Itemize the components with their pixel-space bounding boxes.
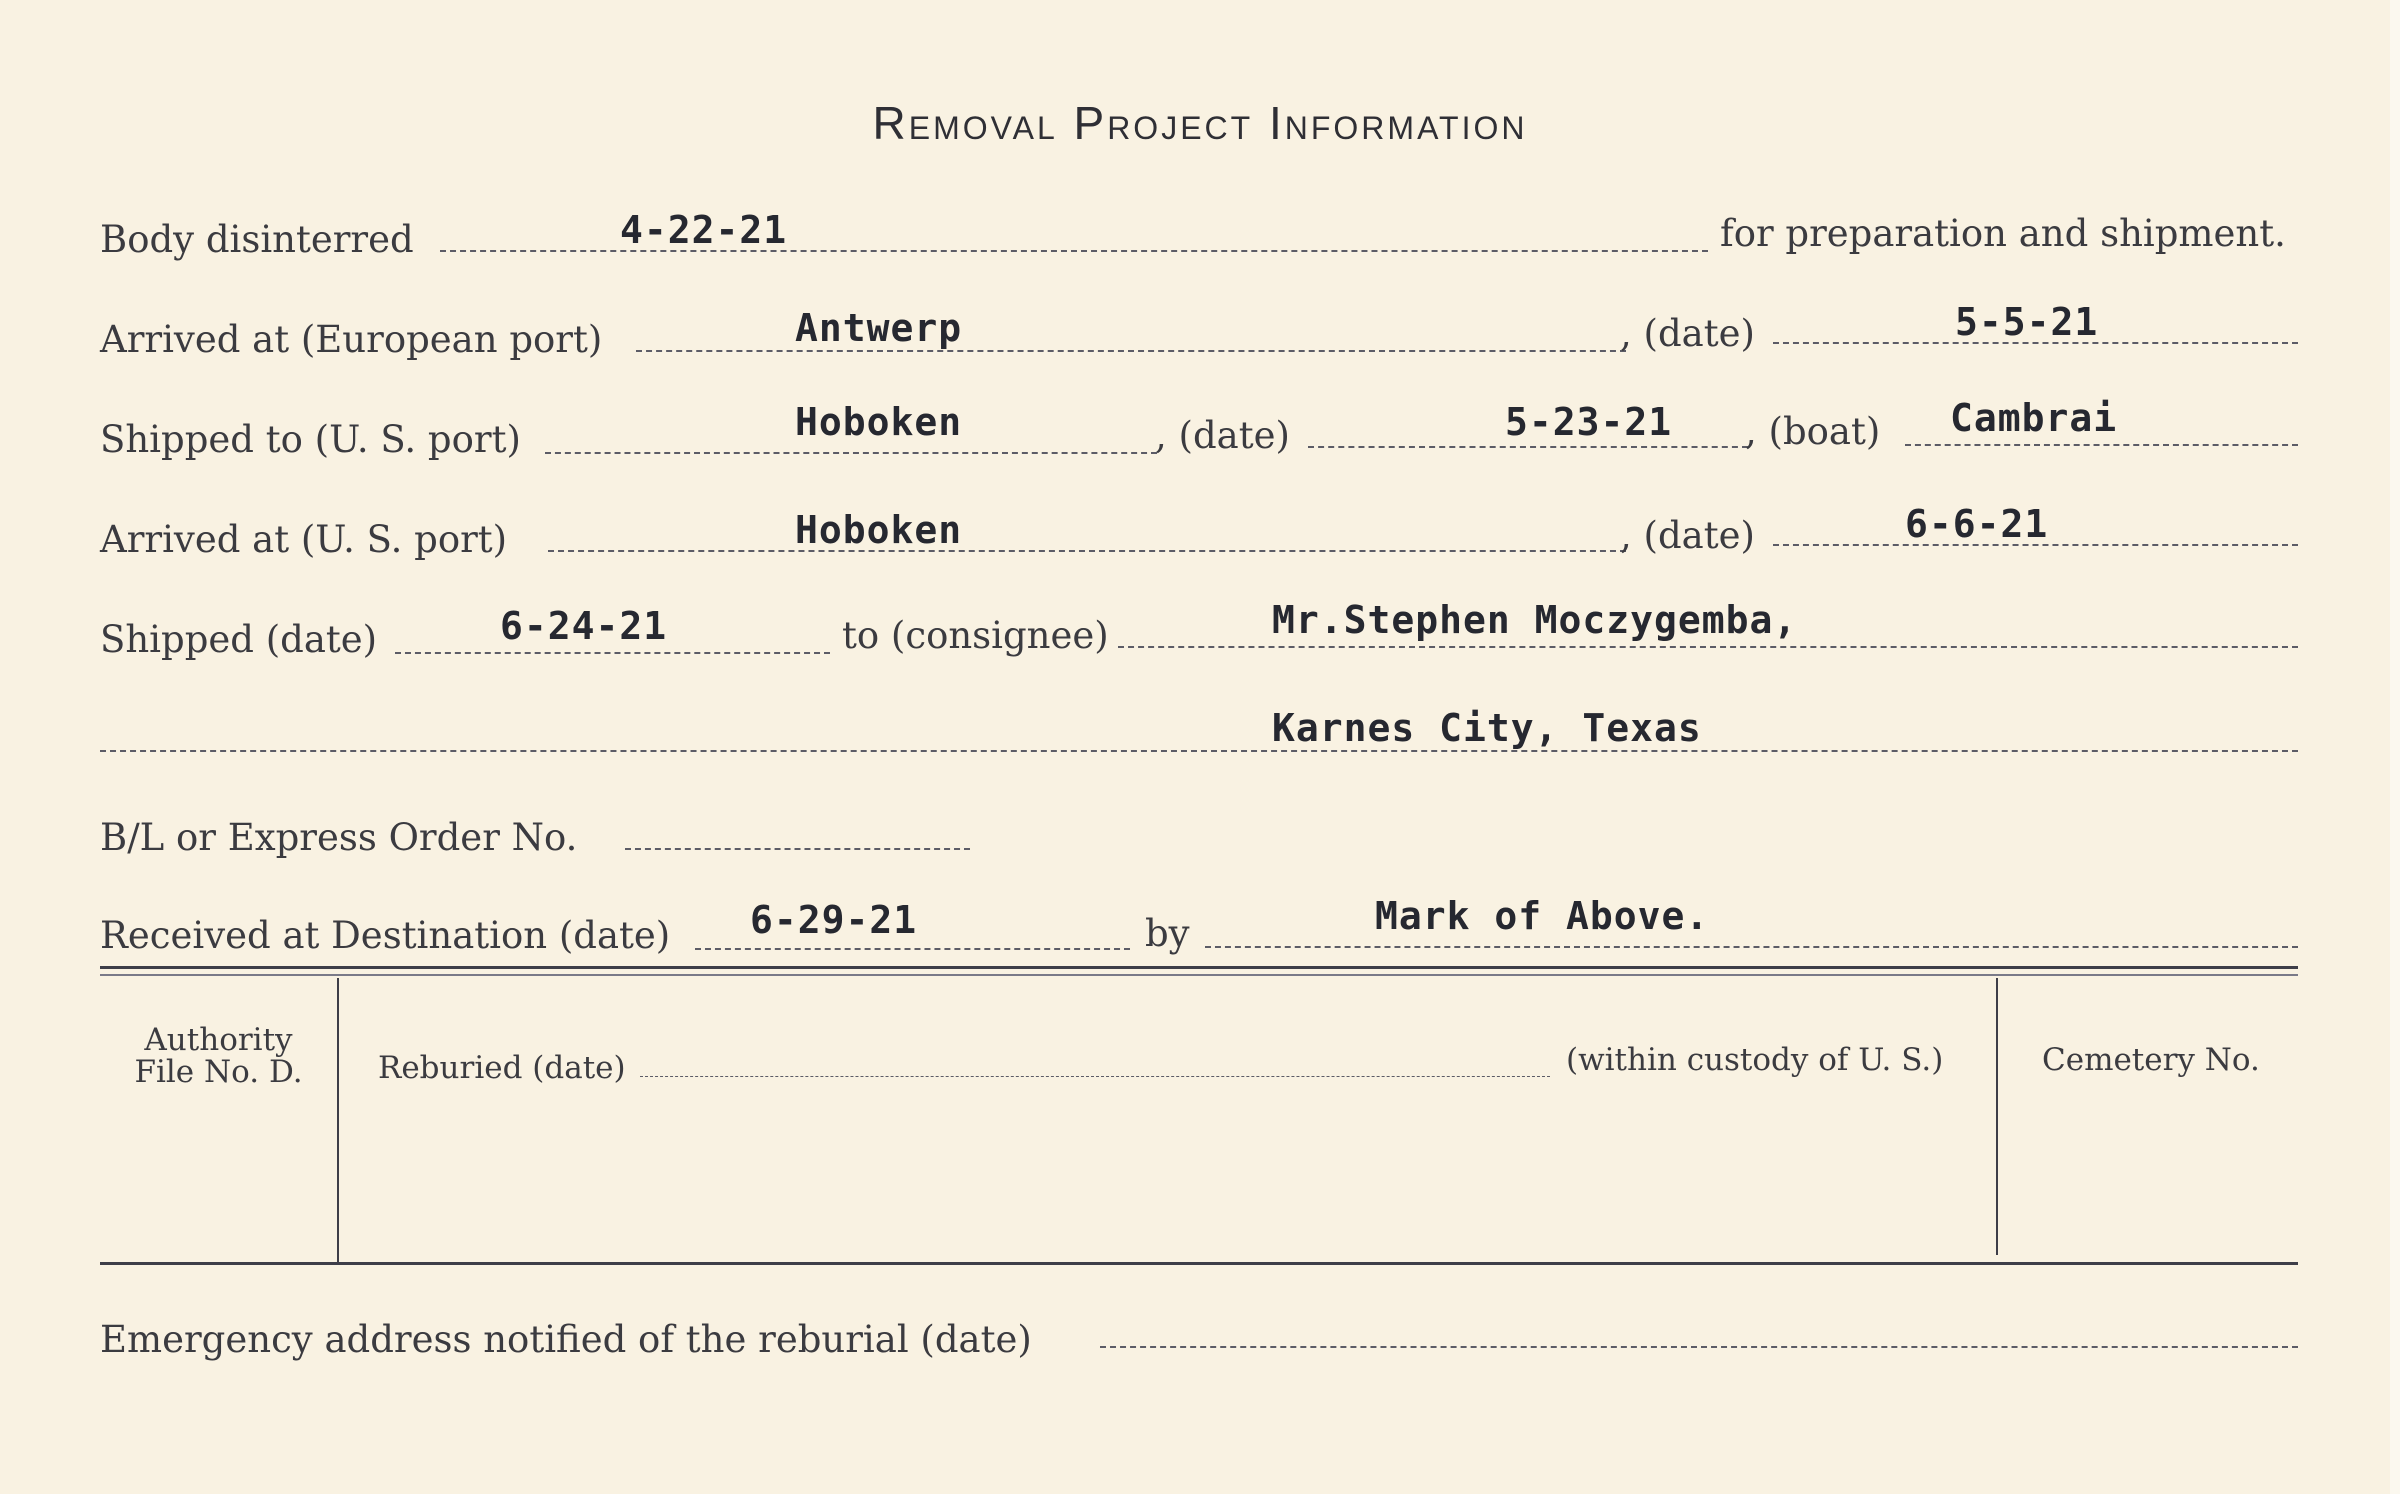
consignee-line (1118, 646, 2298, 648)
disinterred-suffix: for preparation and shipment. (1720, 212, 2286, 255)
shipped-date-label: Shipped (date) (100, 618, 378, 661)
form-title: Removal Project Information (872, 97, 1528, 149)
reburied-label: Reburied (date) (378, 1050, 626, 1086)
shipped-us-date-line (1308, 446, 1748, 448)
arrived-us-port-line (548, 550, 1626, 552)
arrived-us-port: Hoboken (795, 508, 963, 552)
shipped-us-boat: Cambrai (1950, 396, 2118, 440)
shipped-us-boat-label: , (boat) (1745, 410, 1881, 453)
arrived-eu-port: Antwerp (795, 306, 963, 350)
table-top-rule-inner (100, 974, 2298, 976)
cemetery-label: Cemetery No. (2042, 1042, 2260, 1078)
bl-line (625, 848, 970, 850)
table-bottom-rule (100, 1262, 2298, 1265)
received-by: Mark of Above. (1375, 894, 1710, 938)
bl-label: B/L or Express Order No. (100, 816, 578, 859)
card-edge (2390, 0, 2400, 1494)
authority-label-2: File No. D. (134, 1054, 303, 1090)
column-divider-2 (1996, 978, 1998, 1255)
emergency-line (1100, 1346, 2298, 1348)
shipped-us-label: Shipped to (U. S. port) (100, 418, 521, 461)
received-by-line (1205, 946, 2298, 948)
shipped-us-date-label: , (date) (1155, 414, 1290, 457)
shipped-date-line (395, 652, 830, 654)
reburied-line (640, 1076, 1550, 1077)
received-date-line (695, 948, 1130, 950)
authority-label-1: Authority (144, 1022, 293, 1058)
consignee-name: Mr.Stephen Moczygemba, (1272, 598, 1798, 642)
arrived-us-label: Arrived at (U. S. port) (100, 518, 508, 561)
disinterred-date: 4-22-21 (620, 208, 788, 252)
arrived-eu-port-line (636, 350, 1626, 352)
arrived-eu-date-label: , (date) (1620, 312, 1755, 355)
received-date: 6-29-21 (750, 898, 918, 942)
received-by-label: by (1145, 912, 1190, 955)
table-top-rule (100, 966, 2298, 969)
custody-label: (within custody of U. S.) (1566, 1042, 1944, 1078)
shipped-us-port: Hoboken (795, 400, 963, 444)
shipped-date: 6-24-21 (500, 604, 668, 648)
disinterred-label: Body disinterred (100, 218, 414, 261)
column-divider-1 (337, 978, 339, 1263)
emergency-label: Emergency address notified of the reburial (date) (100, 1318, 1032, 1361)
consignee-address-line (100, 750, 2298, 752)
shipped-us-date: 5-23-21 (1505, 400, 1673, 444)
consignee-label: to (consignee) (842, 614, 1109, 657)
arrived-eu-label: Arrived at (European port) (100, 318, 603, 361)
shipped-us-boat-line (1905, 444, 2298, 446)
arrived-eu-date: 5-5-21 (1955, 300, 2099, 344)
received-label: Received at Destination (date) (100, 914, 671, 957)
arrived-us-date: 6-6-21 (1905, 502, 2049, 546)
arrived-us-date-label: , (date) (1620, 514, 1755, 557)
shipped-us-port-line (545, 452, 1157, 454)
consignee-address: Karnes City, Texas (1272, 706, 1702, 750)
